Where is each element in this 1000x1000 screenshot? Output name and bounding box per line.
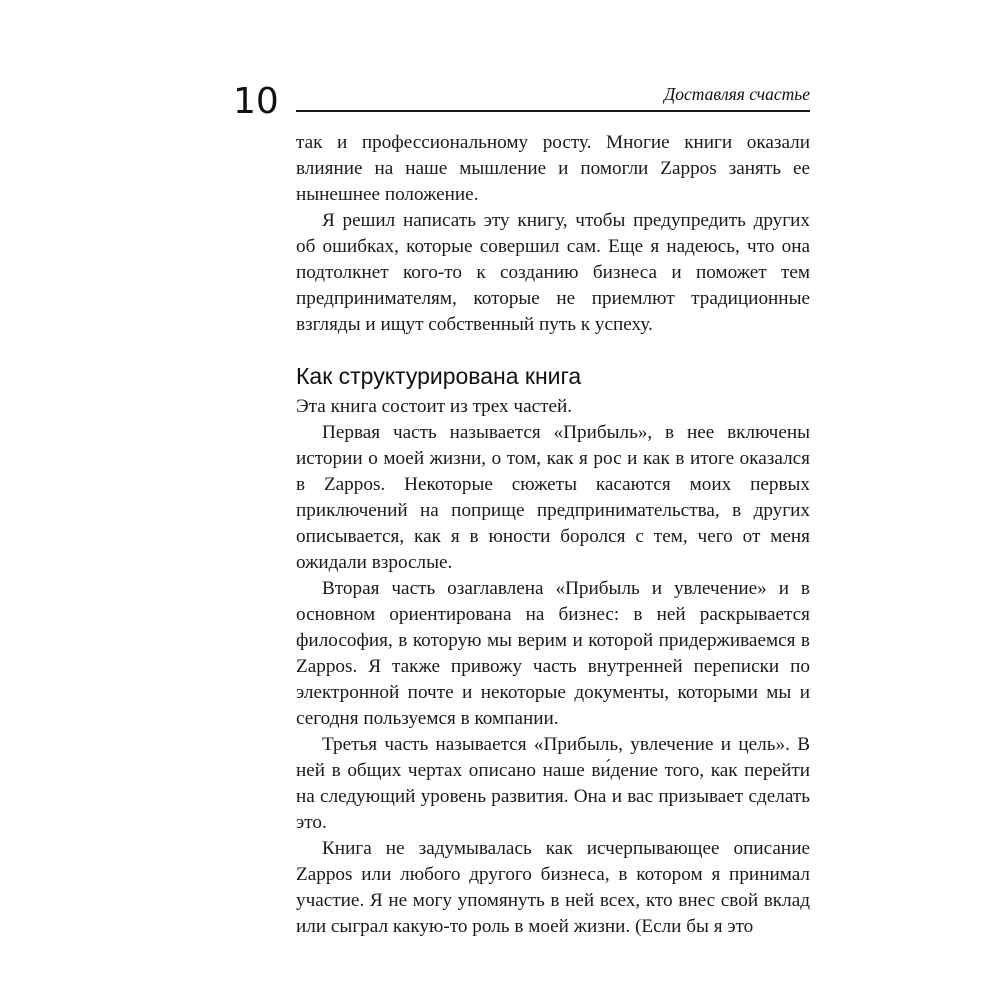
paragraph: Третья часть называется «Прибыль, увлечение и цель». В ней в общих чертах описано наше ви́дение того, как перейти на следующий уровень развития. Она и вас призывает сделать это. — [296, 734, 810, 833]
paragraph: Я решил написать эту книгу, чтобы предупредить других об ошибках, которые совершил сам. Еще я надеюсь, что она подтолкнет кого-то к созданию бизнеса и поможет тем предпринимателям, которые не приемлют традиционные взгляды и ищут собственный путь к успеху. — [296, 210, 810, 335]
paragraph: Первая часть называется «Прибыль», в нее включены истории о моей жизни, о том, как я рос и как в итоге оказался в Zappos. Некоторые сюжеты касаются моих первых приключений на поприще предпринимательства, в других описывается, как я в юности боролся с тем, чего от меня ожидали взрослые. — [296, 422, 810, 573]
header-rule — [296, 110, 810, 112]
page-number: 10 — [233, 81, 279, 122]
paragraph: Книга не задумывалась как исчерпывающее описание Zappos или любого другого бизнеса, в котором я принимал участие. Я не могу упомянуть в ней всех, кто внес свой вклад или сыграл какую-то роль в моей жизни. (Если бы я это — [296, 838, 810, 937]
paragraph: Вторая часть озаглавлена «Прибыль и увлечение» и в основном ориентирована на бизнес: в ней раскрывается философия, в которую мы верим и которой придерживаемся в Zappos. Я также привожу часть внутренней переписки по электронной почте и некоторые документы, которыми мы и сегодня пользуемся в компании. — [296, 578, 810, 729]
paragraph: Эта книга состоит из трех частей. — [296, 396, 573, 417]
body-text — [296, 130, 810, 940]
running-title: Доставляя счастье — [664, 84, 810, 104]
section-heading: Как структурирована книга — [296, 363, 582, 389]
paragraph: так и профессиональному росту. Многие книги оказали влияние на наше мышление и помогли Zappos занять ее нынешнее положение. — [296, 132, 810, 205]
